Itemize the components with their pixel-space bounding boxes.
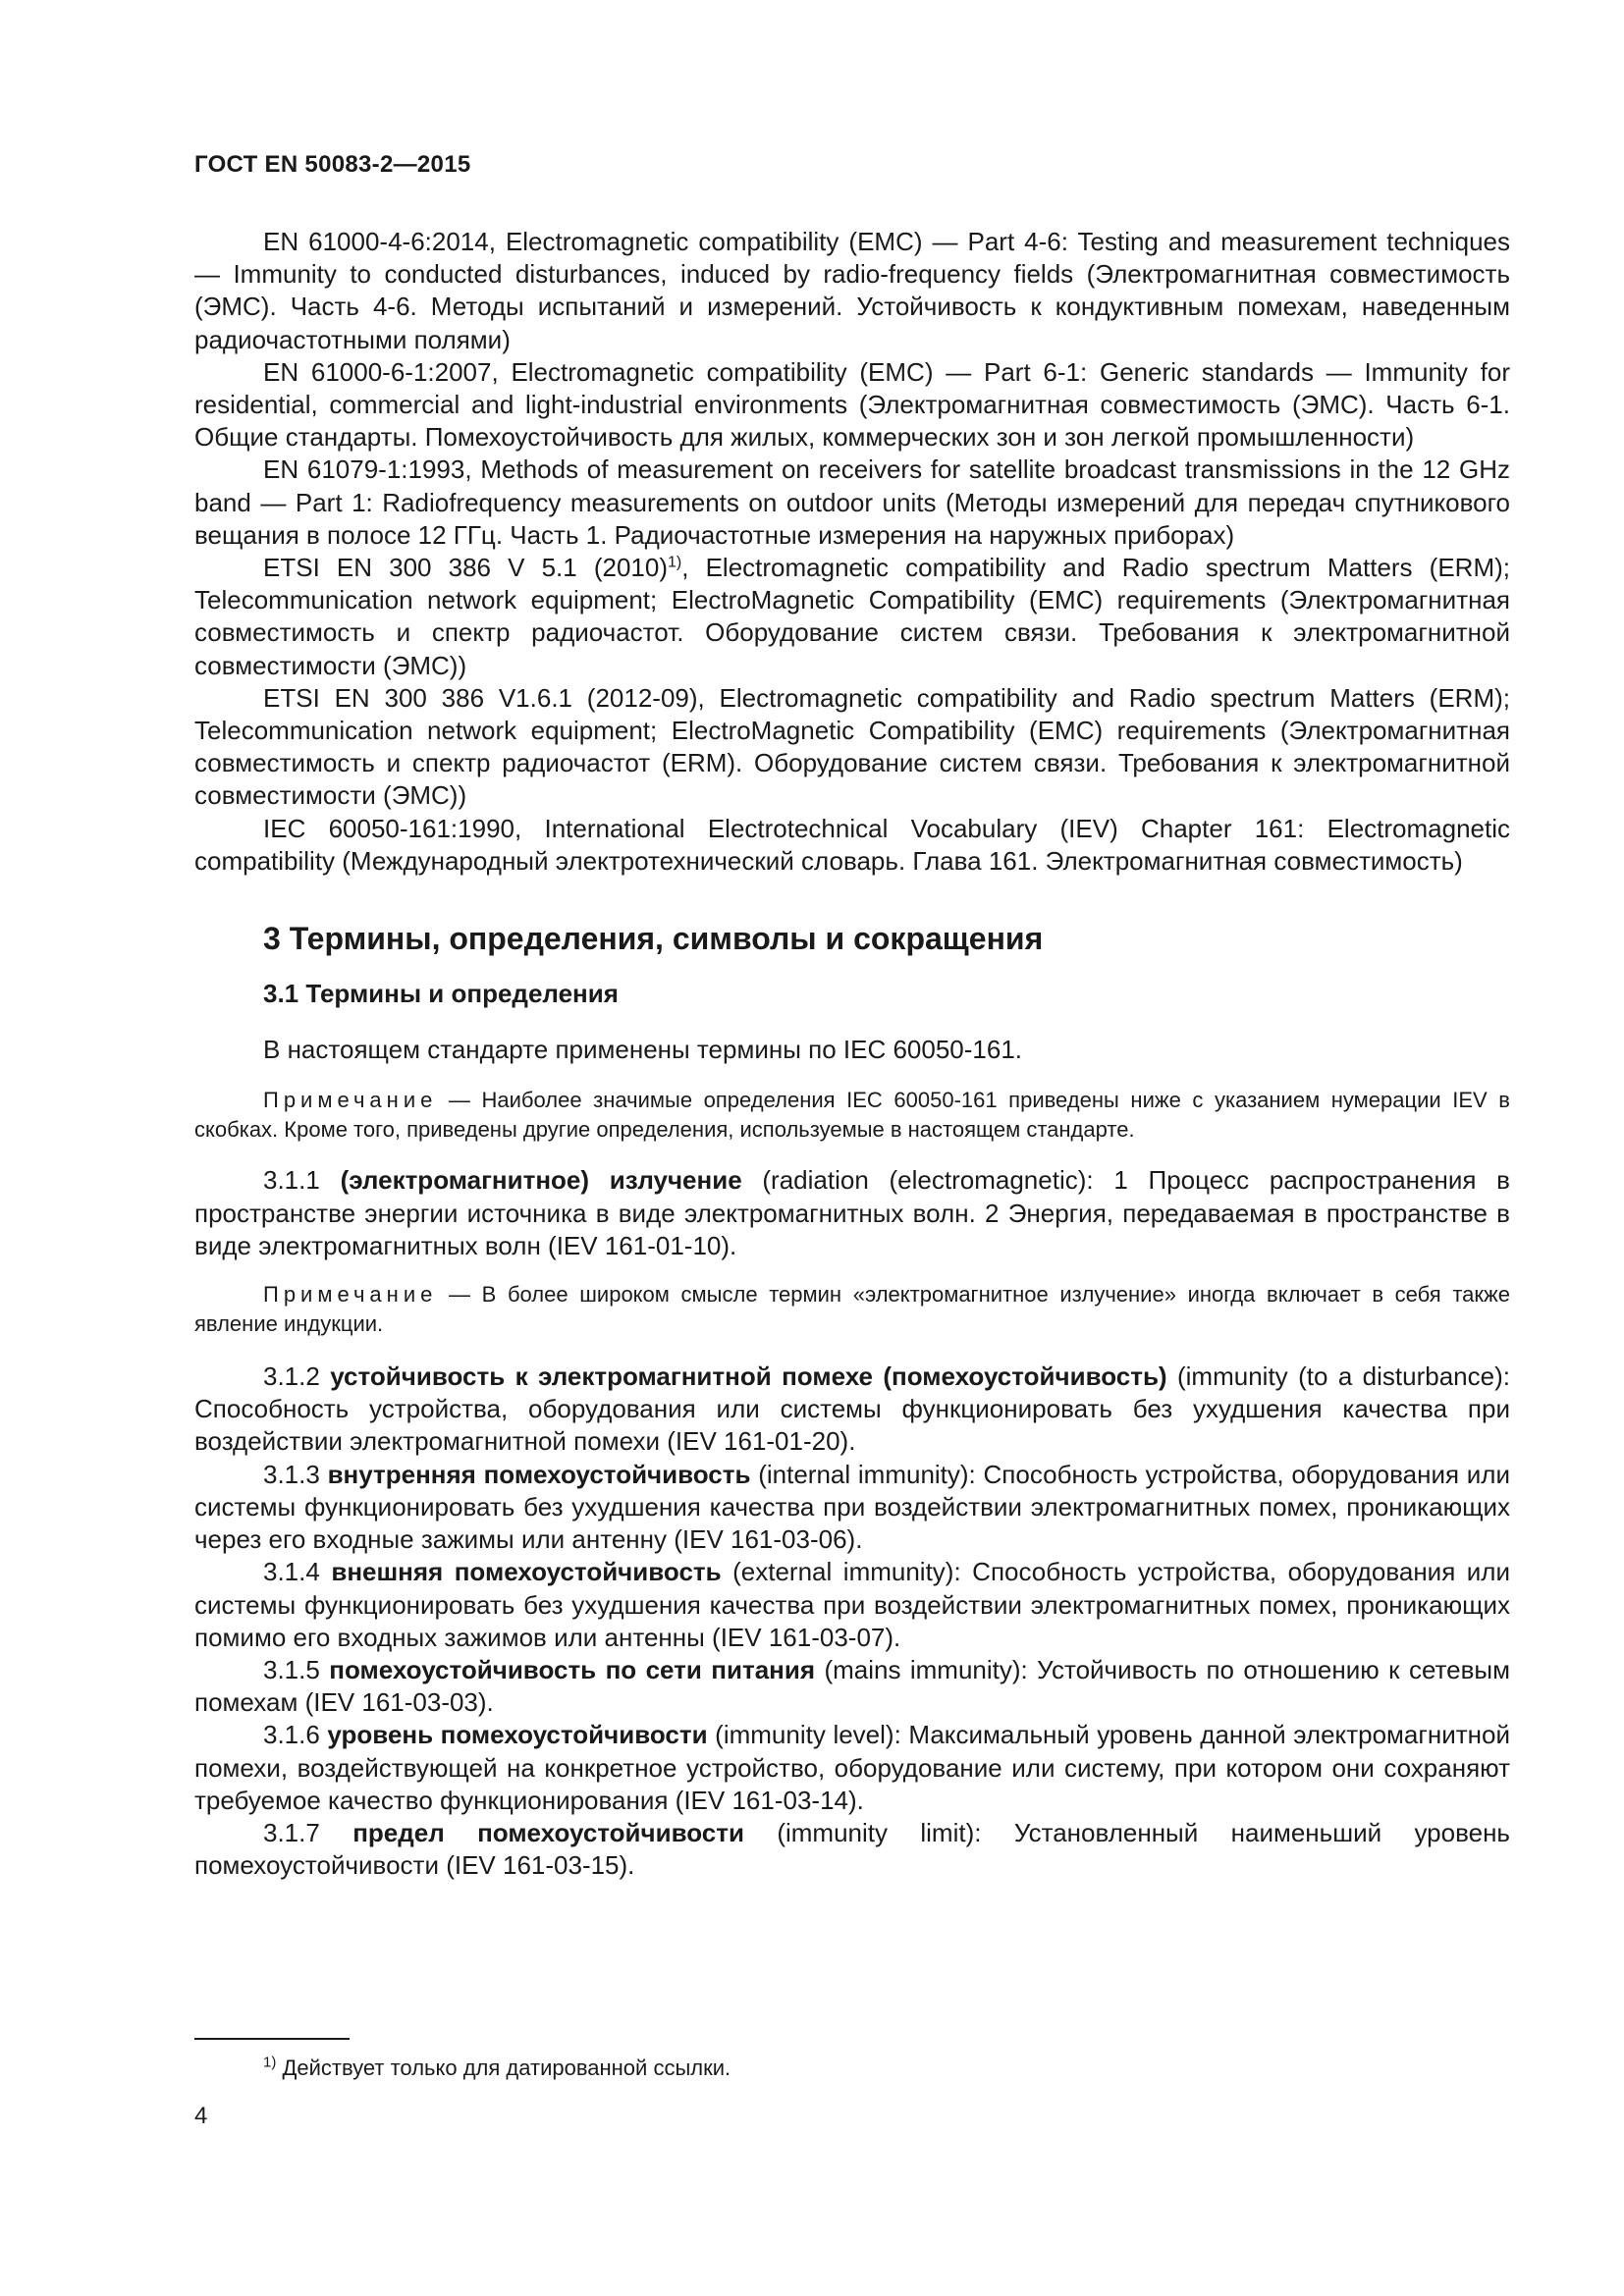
term-name: помехоустойчивость по сети питания — [329, 1654, 816, 1684]
reference-item: EN 61000-4-6:2014, Electromagnetic compatibility (EMC) — Part 4-6: Testing and measurement techniques — Immunity to conducted disturbances, induced by radio-frequency fields (Электромагнитная совместимость (ЭМС). Часть 4-6. Методы испытаний и измерений. Устойчивость к кондуктивным помехам, наведенным радиочастотными полями) — [194, 227, 1510, 354]
reference-item: EN 61079-1:1993, Methods of measurement on receivers for satellite broadcast transmissions in the 12 GHz band — Part 1: Radiofrequency measurements on outdoor units (Методы измерений для передач спутникового вещания в полосе 12 ГГц. Часть 1. Радиочастотные измерения на наружных приборах) — [194, 454, 1510, 550]
term-definition: 3.1.1 (электромагнитное) излучение (radiation (electromagnetic): 1 Процесс распространения в пространстве энергии источника в виде электромагнитных волн. 2 Энергия, передаваемая в пространстве в виде электромагнитных волн (IEV 161-01-10). — [194, 1165, 1510, 1260]
footnote-divider — [194, 2038, 350, 2040]
document-body — [194, 226, 1510, 1882]
note-paragraph: Примечание — В более широком смысле термин «электромагнитное излучение» иногда включает в себя также явление индукции. — [194, 1282, 1510, 1337]
intro-paragraph: В настоящем стандарте применены термины по IEC 60050-161. — [263, 1035, 1023, 1065]
term-definition: 3.1.2 устойчивость к электромагнитной помехе (помехоустойчивость) (immunity (to a disturbance): Способность устройства, оборудования или системы функционировать без ухудшения качества при воздействии электромагнитной помехи (IEV 161-01-20). — [194, 1362, 1510, 1457]
term-name: внешняя помехоустойчивость — [331, 1557, 722, 1587]
reference-item: EN 61000-6-1:2007, Electromagnetic compatibility (EMC) — Part 6-1: Generic standards — Immunity for residential, commercial and light-industrial environments (Электромагнитная совместимость (ЭМС). Часть 6-1. Общие стандарты. Помехоустойчивость для жилых, коммерческих зон и зон легкой промышленности) — [194, 356, 1510, 453]
footnote-mark: 1) — [263, 2054, 277, 2071]
reference-item: ETSI EN 300 386 V 5.1 $(2010)^{1)}$, Electromagnetic compatibility and Radio spectrum Matters (ERM); Telecommunication network equipment; ElectroMagnetic Compatibility (EMC) requirements (Электромагнитная совместимость и спектр радиочастот. Оборудование систем связи. Требования к электромагнитной совместимости (ЭМС)) — [194, 553, 1510, 680]
term-definition: 3.1.3 внутренняя помехоустойчивость (internal immunity): Способность устройства, оборудования или системы функционировать без ухудшения качества при воздействии электромагнитных помех, проникающих через его входные зажимы или антенну (IEV 161-03-06). — [194, 1459, 1511, 1555]
term-name: (электромагнитное) излучение — [340, 1165, 742, 1196]
term-name: внутренняя помехоустойчивость — [327, 1459, 751, 1489]
term-definition: 3.1.7 предел помехоустойчивости (immunity limit): Установленный наименьший уровень помехоустойчивости (IEV 161-03-15). — [194, 1817, 1510, 1881]
term-definition: 3.1.4 внешняя помехоустойчивость (external immunity): Способность устройства, оборудования или системы функционировать без ухудшения качества при воздействии электромагнитных помех, проникающих помимо его входных зажимов или антенны (IEV 161-03-07). — [194, 1557, 1511, 1652]
document-header: ГОСТ EN 50083-2—2015 — [194, 151, 471, 178]
section-heading: 3 Термины, определения, символы и сокращения — [263, 921, 1044, 957]
reference-item: ETSI EN 300 386 V1.6.1 (2012-09), Electromagnetic compatibility and Radio spectrum Matters (ERM); Telecommunication network equipment; ElectroMagnetic Compatibility (EMC) requirements (Электромагнитная совместимость и спектр радиочастот (ERM). Оборудование систем связи. Требования к электромагнитной совместимости (ЭМС)) — [194, 682, 1510, 811]
term-definition: 3.1.6 уровень помехоустойчивости (immunity level): Максимальный уровень данной электромагнитной помехи, воздействующей на конкретное устройство, оборудование или систему, при котором они сохраняют требуемое качество функционирования (IEV 161-03-14). — [194, 1720, 1510, 1815]
footnote: $^{1)}$ Действует только для датированной ссылки. — [263, 2054, 731, 2080]
term-name: предел помехоустойчивости — [352, 1817, 744, 1847]
page-number: 4 — [194, 2103, 208, 2129]
note-label: Примечание — [263, 1088, 438, 1113]
note-paragraph: Примечание — Наиболее значимые определения IEC 60050-161 приведены ниже с указанием нумерации IEV в скобках. Кроме того, приведены другие определения, используемые в настоящем стандарте. — [194, 1088, 1510, 1143]
footnote-marker[interactable]: 1) — [668, 554, 682, 571]
term-definition: 3.1.5 помехоустойчивость по сети питания (mains immunity): Устойчивость по отношению к сетевым помехам (IEV 161-03-03). — [194, 1654, 1510, 1718]
subsection-heading: 3.1 Термины и определения — [263, 979, 619, 1009]
note-label: Примечание — [263, 1282, 438, 1308]
term-name: уровень помехоустойчивости — [327, 1720, 708, 1750]
reference-item: IEC 60050-161:1990, International Electrotechnical Vocabulary (IEV) Chapter 161: Electromagnetic compatibility (Международный электротехнический словарь. Глава 161. Электромагнитная совместимость) — [194, 813, 1510, 876]
term-name: устойчивость к электромагнитной помехе (помехоустойчивость) — [330, 1362, 1167, 1392]
